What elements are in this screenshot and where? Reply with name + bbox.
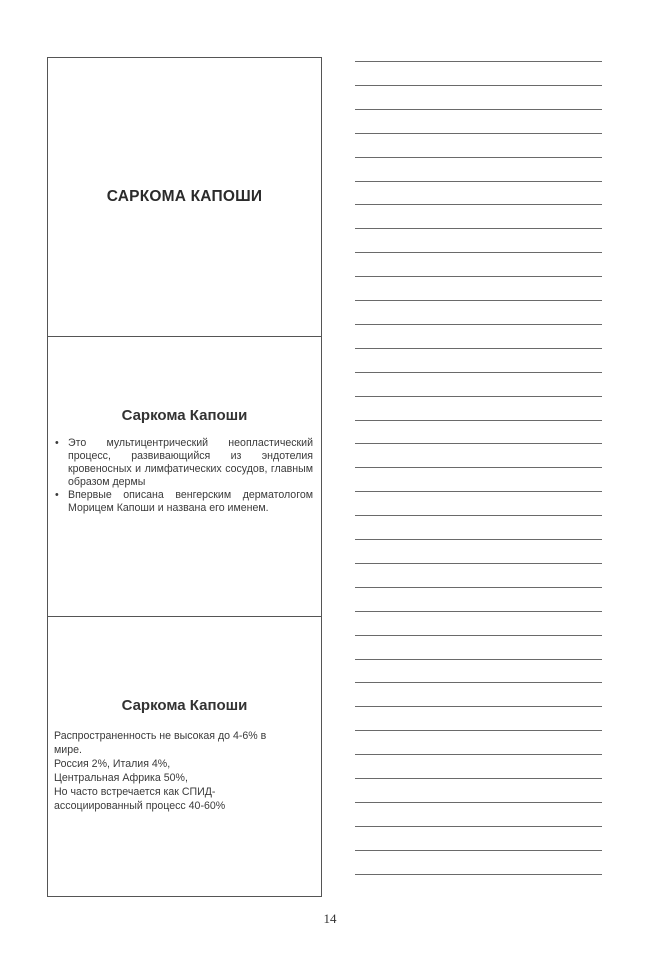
note-line [355,826,602,827]
note-line [355,181,602,182]
text-line: Но часто встречается как СПИД- [54,786,216,798]
note-line [355,276,602,277]
note-line [355,802,602,803]
note-line [355,228,602,229]
note-line [355,491,602,492]
slide-prevalence [48,616,321,896]
note-line [355,204,602,205]
note-line [355,467,602,468]
note-line [355,754,602,755]
note-line [355,157,602,158]
note-line [355,109,602,110]
note-line [355,348,602,349]
notes-lines [355,61,602,896]
text-line: Россия 2%, Италия 4%, [54,758,171,770]
text-line: мире. [54,744,82,756]
note-line [355,563,602,564]
note-line [355,778,602,779]
note-line [355,324,602,325]
note-line [355,706,602,707]
note-line [355,635,602,636]
slide-heading: Саркома Капоши [121,697,248,714]
text-line: ассоциированный процесс 40-60% [54,800,226,812]
prevalence-text [54,729,313,813]
note-line [355,85,602,86]
bullet-item [54,437,313,489]
note-line [355,850,602,851]
note-line [355,252,602,253]
bullet-item [54,489,313,515]
note-line [355,682,602,683]
text-line: Распространенность не высокая до 4-6% в [54,730,267,742]
bullet-icon: • [55,437,59,449]
slides-column [47,57,322,897]
bullet-text: Впервые описана венгерским дерматологом Морицем Капоши и названа его именем. [68,489,313,514]
cover-title: САРКОМА КАПОШИ [106,188,263,205]
note-line [355,396,602,397]
page-number: 14 [323,911,337,926]
bullet-list [54,437,313,515]
note-line [355,587,602,588]
note-line [355,61,602,62]
note-line [355,515,602,516]
note-line [355,539,602,540]
note-line [355,133,602,134]
slide-cover [48,58,321,336]
note-line [355,443,602,444]
note-line [355,372,602,373]
note-line [355,659,602,660]
note-line [355,730,602,731]
text-line: Центральная Африка 50%, [54,772,188,784]
bullet-icon: • [55,489,59,501]
slide-heading: Саркома Капоши [121,407,248,424]
note-line [355,874,602,875]
note-line [355,300,602,301]
slide-definition [48,336,321,616]
note-line [355,420,602,421]
note-line [355,611,602,612]
bullet-text: Это мультицентрический неопластический процесс, развивающийся из эндотелия кровеносных и лимфатических сосудов, главным образом дермы [68,437,313,488]
